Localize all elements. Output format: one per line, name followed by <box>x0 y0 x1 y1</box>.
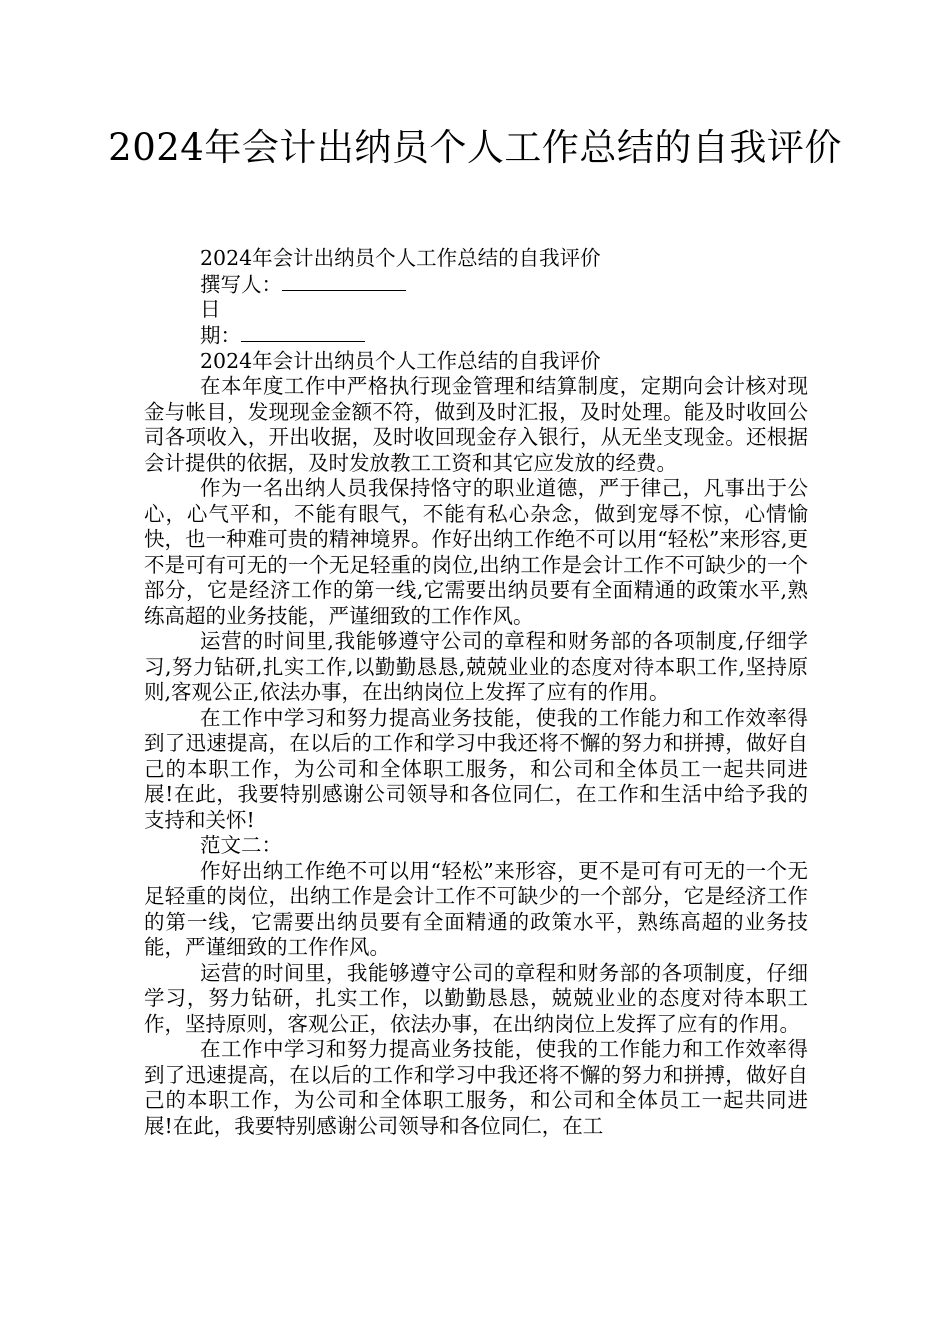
author-label: 撰写人： <box>200 271 282 296</box>
paragraph: 运营的时间里,我能够遵守公司的章程和财务部的各项制度,仔细学习,努力钻研,扎实工作,以勤勤恳恳,兢兢业业的态度对待本职工作,坚持原则,客观公正,依法办事，在出纳岗位上发挥了应有的作用。 <box>144 629 808 705</box>
section-heading: 2024年会计出纳员个人工作总结的自我评价 <box>200 348 601 373</box>
author-line <box>144 272 808 298</box>
document-subtitle: 2024年会计出纳员个人工作总结的自我评价 <box>200 246 601 270</box>
paragraph: 作好出纳工作绝不可以用“轻松”来形容，更不是可有可无的一个无足轻重的岗位，出纳工作是会计工作不可缺少的一个部分，它是经济工作的第一线，它需要出纳员要有全面精通的政策水平，熟练高超的业务技能，严谨细致的工作作风。 <box>144 858 808 960</box>
document-title: 2024年会计出纳员个人工作总结的自我评价 <box>108 126 842 169</box>
document-body <box>144 246 808 1139</box>
paragraph: 在工作中学习和努力提高业务技能，使我的工作能力和工作效率得到了迅速提高，在以后的工作和学习中我还将不懈的努力和拼搏，做好自己的本职工作，为公司和全体职工服务，和公司和全体员工一起共同进展!在此，我要特别感谢公司领导和各位同仁，在工 <box>144 1037 808 1138</box>
paragraph: 在工作中学习和努力提高业务技能，使我的工作能力和工作效率得到了迅速提高，在以后的工作和学习中我还将不懈的努力和拼搏，做好自己的本职工作，为公司和全体职工服务，和公司和全体员工一起共同进展!在此，我要特别感谢公司领导和各位同仁，在工作和生活中给予我的支持和关怀! <box>144 705 808 832</box>
paragraph: 运营的时间里，我能够遵守公司的章程和财务部的各项制度，仔细学习，努力钻研，扎实工作，以勤勤恳恳，兢兢业业的态度对待本职工作，坚持原则，客观公正，依法办事，在出纳岗位上发挥了应有的作用。 <box>144 960 808 1036</box>
date-line <box>144 323 808 349</box>
date-blank <box>241 323 365 342</box>
paragraph: 作为一名出纳人员我保持恪守的职业道德，严于律己，凡事出于公心，心气平和，不能有眼气，不能有私心杂念，做到宠辱不惊，心情愉快，也一种难可贵的精神境界。作好出纳工作绝不可以用“轻松”来形容,更不是可有可无的一个无足轻重的岗位,出纳工作是会计工作不可缺少的一个部分，它是经济工作的第一线,它需要出纳员要有全面精通的政策水平,熟练高超的业务技能，严谨细致的工作作风。 <box>144 476 808 628</box>
paragraph: 在本年度工作中严格执行现金管理和结算制度，定期向会计核对现金与帐目，发现现金金额不符，做到及时汇报，及时处理。能及时收回公司各项收入，开出收据，及时收回现金存入银行，从无坐支现金。还根据会计提供的依据，及时发放教工工资和其它应发放的经费。 <box>144 374 808 475</box>
author-blank <box>282 272 406 291</box>
section-label: 范文二： <box>200 833 282 858</box>
date-label-line-1: 日 <box>200 297 221 322</box>
date-label: 期： <box>200 323 241 348</box>
